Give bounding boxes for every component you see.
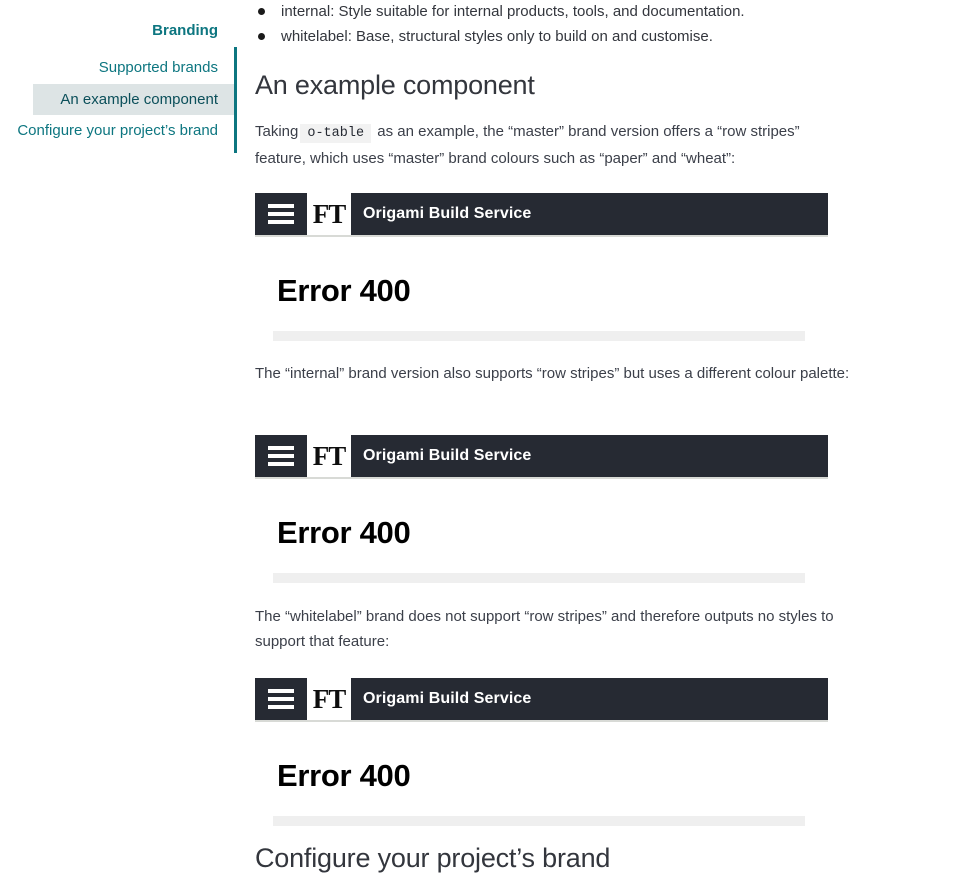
hamburger-icon-lines bbox=[268, 200, 294, 228]
inline-code-o-table: o-table bbox=[300, 124, 371, 143]
sidebar-nav bbox=[0, 22, 236, 147]
progress-placeholder-bar bbox=[273, 573, 805, 583]
hamburger-icon bbox=[255, 193, 307, 235]
sidebar-heading-branding[interactable]: Branding bbox=[152, 22, 218, 39]
error-heading: Error 400 bbox=[277, 758, 411, 793]
whitelabel-paragraph: The “whitelabel” brand does not support “row stripes” and therefore outputs no styles to support that feature: bbox=[255, 608, 834, 650]
sidebar-item-an-example-component[interactable]: An example component bbox=[33, 84, 236, 115]
example-screenshot-master bbox=[255, 193, 828, 343]
sidebar-item-configure-brand[interactable]: Configure your project’s brand bbox=[17, 122, 218, 139]
sidebar-divider-rule bbox=[234, 47, 237, 153]
hamburger-icon-lines bbox=[268, 685, 294, 713]
bullet-item-internal: internal: Style suitable for internal products, tools, and documentation. bbox=[255, 0, 855, 24]
example-screenshot-whitelabel bbox=[255, 678, 828, 828]
progress-placeholder-bar bbox=[273, 331, 805, 341]
section-heading: An example component bbox=[255, 70, 535, 100]
bullet-item-whitelabel: whitelabel: Base, structural styles only to build on and customise. bbox=[255, 24, 855, 49]
internal-paragraph: The “internal” brand version also supports “row stripes” but uses a different colour palette: bbox=[255, 365, 850, 382]
sidebar-item-supported-brands[interactable]: Supported brands bbox=[98, 59, 218, 76]
screenshot-header-bar bbox=[255, 435, 828, 477]
screenshot-header-bar bbox=[255, 193, 828, 235]
progress-placeholder-bar bbox=[273, 816, 805, 826]
hamburger-icon-lines bbox=[268, 442, 294, 470]
ft-logo: FT bbox=[307, 435, 351, 477]
intro-paragraph bbox=[255, 119, 837, 171]
example-screenshot-internal bbox=[255, 435, 828, 585]
screenshot-header-title: Origami Build Service bbox=[363, 690, 532, 707]
screenshot-header-title: Origami Build Service bbox=[363, 205, 532, 222]
bullet-list bbox=[255, 0, 855, 49]
screenshot-header-bar bbox=[255, 678, 828, 720]
ft-logo: FT bbox=[307, 678, 351, 720]
screenshot-header-title: Origami Build Service bbox=[363, 447, 532, 464]
error-heading: Error 400 bbox=[277, 273, 411, 308]
ft-logo: FT bbox=[307, 193, 351, 235]
hamburger-icon bbox=[255, 678, 307, 720]
hamburger-icon bbox=[255, 435, 307, 477]
error-heading: Error 400 bbox=[277, 515, 411, 550]
intro-text-before-code: Taking bbox=[255, 123, 299, 140]
main-content bbox=[255, 0, 869, 873]
bottom-section-heading: Configure your project’s brand bbox=[255, 843, 611, 873]
intro-text-after-code: as an example, the “master” brand version offers a “row stripes” feature, which uses “master” brand colours such as “paper” and “wheat”: bbox=[255, 123, 800, 167]
